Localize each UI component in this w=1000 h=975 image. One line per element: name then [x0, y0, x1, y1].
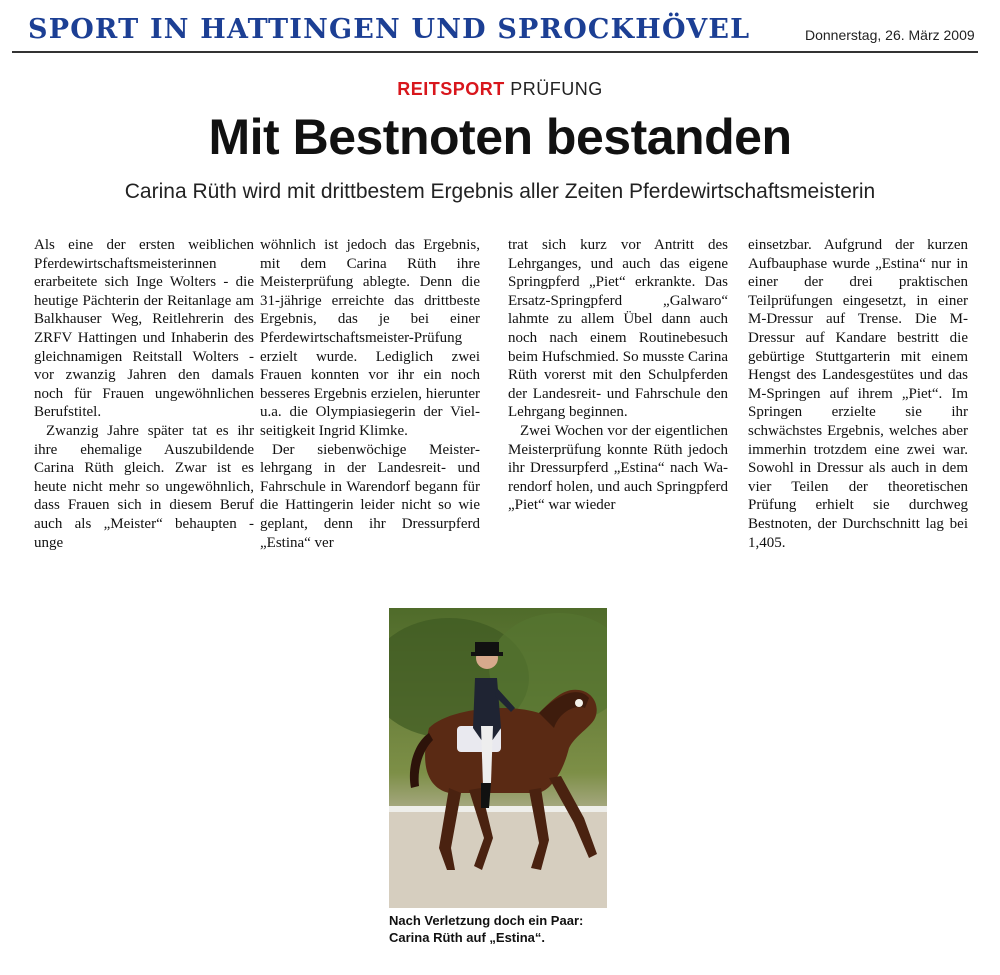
article-subheadline: Carina Rüth wird mit drittbestem Ergebnis aller Zeiten Pferdewirtschaftsmeisterin — [124, 180, 876, 203]
paragraph: einsetzbar. Aufgrund der kurzen Aufbauphase wurde „Estina“ nur in einer der drei praktischen Teilprüfungen eingesetzt, in einer M-Dressur auf Trense. Die M-Dressur auf Kandare bestritt die gebürtige Stuttgarterin mit einem Hengst des Landesgestütes und das M-Springen auf ihrem „Piet“. Im Springen erzielte sie ihr schwächstes Ergebnis, welches aber immerhin trotzdem eine zwei war. Sowohl in Dressur als auch in dem vier Teilen der theoretischen Prüfung erhielt sie durchweg Bestnoten, der Durchschnitt lag bei 1,405. — [748, 237, 968, 551]
paragraph: Der siebenwöchige Meisterlehrgang in der Landesreit- und Fahrschule in Warendorf begann für die Hattingerin leider nicht so wie geplant, denn ihr Dressurpferd „Estina“ ver — [260, 441, 480, 551]
header-rule — [12, 51, 978, 53]
caption-line: Nach Verletzung doch ein Paar: — [389, 913, 584, 928]
issue-date: Donnerstag, 26. März 2009 — [805, 27, 975, 43]
topic-label: PRÜFUNG — [510, 79, 603, 99]
dressage-rider-photo — [389, 608, 607, 908]
caption-line: Carina Rüth auf „Estina“. — [389, 930, 546, 945]
text-column-4 — [748, 236, 968, 552]
text-column-1 — [34, 236, 254, 552]
publication-masthead: SPORT IN HATTINGEN UND SPROCKHÖVEL — [28, 14, 751, 45]
paragraph: trat sich kurz vor Antritt des Lehrganges, und auch das eigene Springpferd „Piet“ erkrankte. Das Ersatz-Springpferd „Galwaro“ lahmte zu allem Übel dann auch noch nach einem Routinebesuch beim Hufschmied. So musste Carina Rüth vorerst mit den Schulpferden der Landesreit- und Fahrschule den Lehrgang beginnen. — [508, 237, 728, 421]
photo-caption — [389, 912, 649, 946]
ressort-label: REITSPORT — [397, 79, 505, 99]
paragraph: Zwanzig Jahre später tat es ihr ihre ehemalige Auszubildende Carina Rüth gleich. Zwar ist es heute nicht mehr so ungewöhnlich, dass Frauen sich in diesem Beruf auch als „Meister“ behaupten - unge — [34, 422, 254, 551]
paragraph: wöhnlich ist jedoch das Ergebnis, mit dem Carina Rüth ihre Meisterprüfung ablegte. Denn die 31-jährige erreichte das drittbeste Ergebnis, das je bei einer Pferdewirtschaftsmeister-Prüfung erzielt wurde. Lediglich zwei Frauen konnten vor ihr ein noch besseres Ergebnis erzielen, hierunter u.a. die Olympiasiegerin der Vielseitigkeit Ingrid Klimke. — [260, 237, 480, 439]
article-headline: Mit Bestnoten bestanden — [208, 109, 792, 165]
text-column-3 — [508, 236, 728, 515]
article-kicker — [0, 79, 1000, 100]
article-photo — [389, 608, 607, 908]
text-column-2 — [260, 236, 480, 552]
paragraph: Zwei Wochen vor der eigentlichen Meisterprüfung konnte Rüth jedoch ihr Dressurpferd „Estina“ nach Warendorf holen, und auch Springpferd „Piet“ war wieder — [508, 422, 728, 514]
paragraph: Als eine der ersten weiblichen Pferdewirtschaftsmeisterinnen erarbeitete sich Inge Wolters - die heutige Pächterin der Reitanlage am Balkhauser Weg, Reitlehrerin des ZRFV Hattingen und Inhaberin des gleichnamigen Reitstall Wolters - vor zwanzig Jahren den damals noch für Frauen ungewöhnlichen Berufstitel. — [34, 237, 254, 421]
